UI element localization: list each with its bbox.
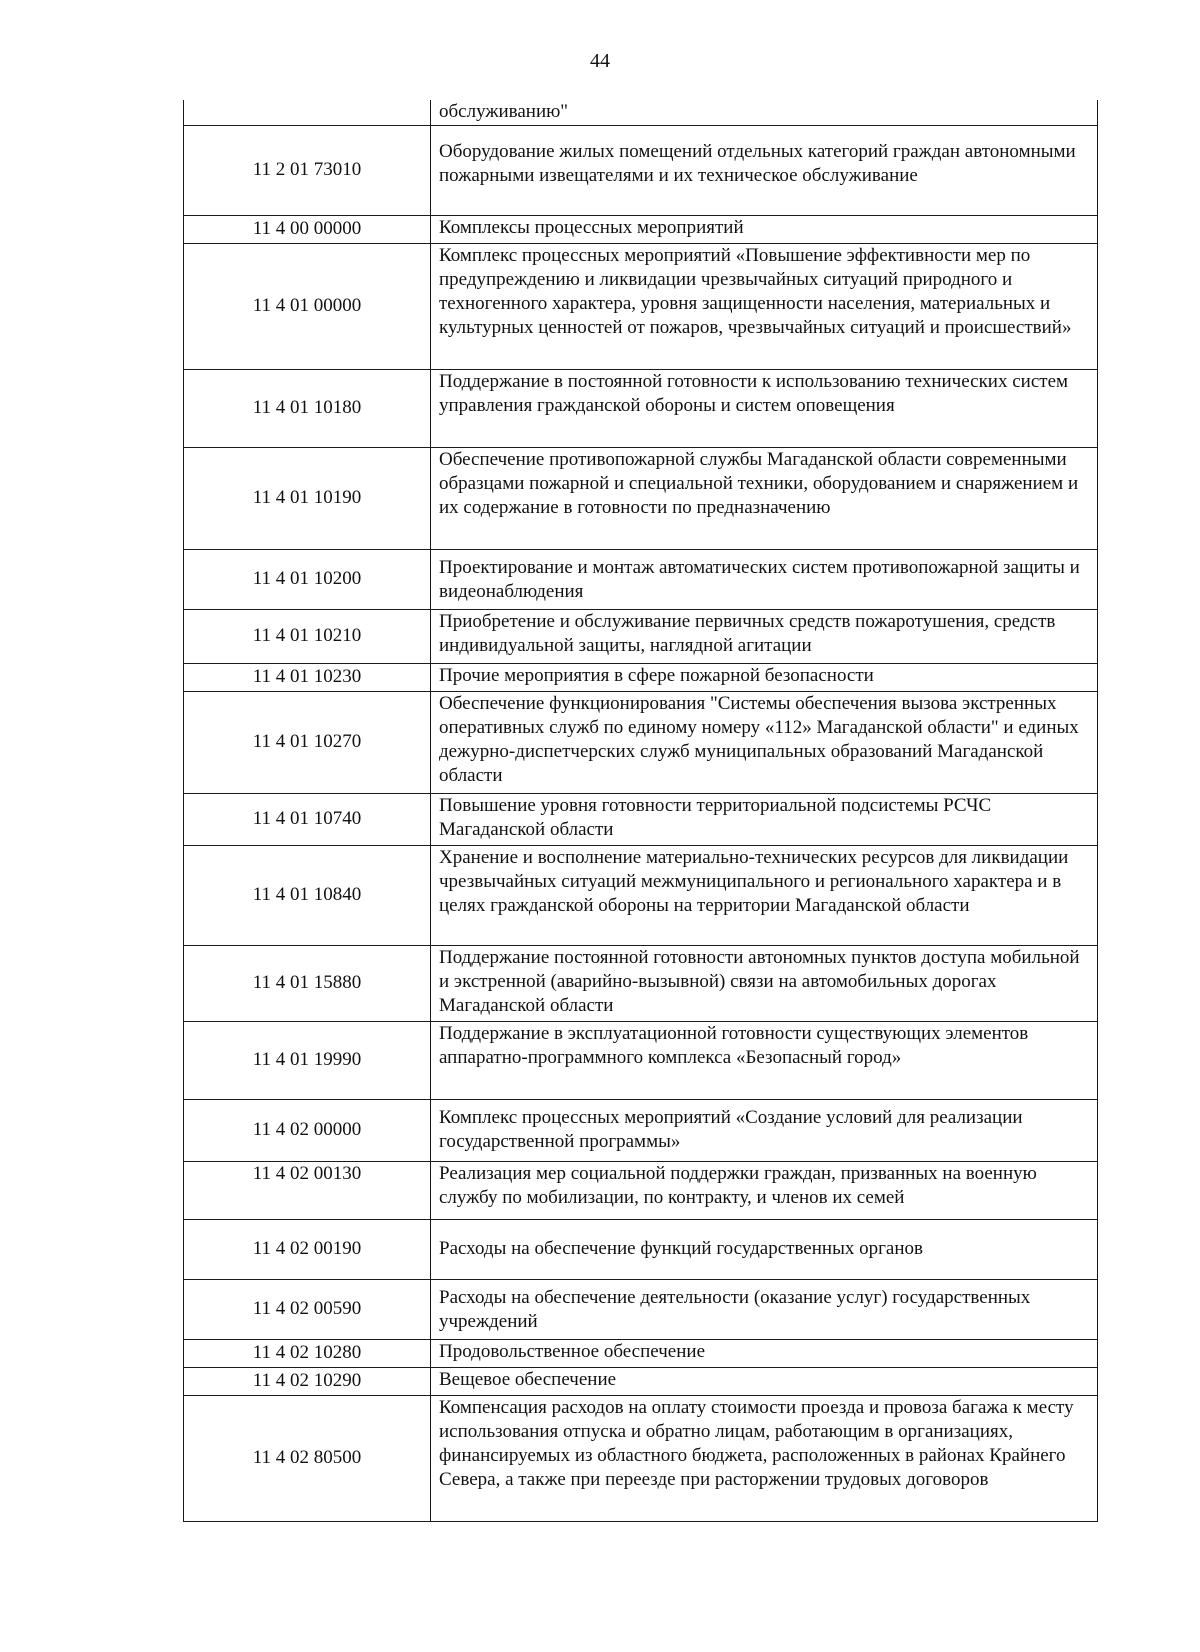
table-row	[184, 549, 1098, 609]
row-description: Расходы на обеспечение функций государственных органов	[431, 1219, 1098, 1279]
row-code: 11 4 02 00000	[184, 1099, 431, 1161]
row-code: 11 4 01 10190	[184, 447, 431, 549]
budget-codes-table	[183, 100, 1098, 1522]
table-row	[184, 1021, 1098, 1099]
row-description: Прочие мероприятия в сфере пожарной безопасности	[431, 663, 1098, 691]
table-row	[184, 793, 1098, 845]
table-row	[184, 1367, 1098, 1395]
row-description: Поддержание в постоянной готовности к использованию технических систем управления гражданской обороны и систем оповещения	[431, 369, 1098, 447]
row-description: Повышение уровня готовности территориальной подсистемы РСЧС Магаданской области	[431, 793, 1098, 845]
row-code: 11 4 01 15880	[184, 945, 431, 1021]
row-code: 11 4 00 00000	[184, 215, 431, 243]
table-row	[184, 1339, 1098, 1367]
table-row	[184, 1219, 1098, 1279]
row-code: 11 4 02 00190	[184, 1219, 431, 1279]
row-code: 11 4 01 10840	[184, 845, 431, 945]
row-code: 11 4 01 10210	[184, 609, 431, 663]
row-description: Комплексы процессных мероприятий	[431, 215, 1098, 243]
table-row	[184, 691, 1098, 793]
row-description: Расходы на обеспечение деятельности (оказание услуг) государственных учреждений	[431, 1279, 1098, 1339]
table-row	[184, 1279, 1098, 1339]
table-row	[184, 609, 1098, 663]
row-code: 11 2 01 73010	[184, 125, 431, 215]
row-code: 11 4 01 19990	[184, 1021, 431, 1099]
row-code: 11 4 01 10230	[184, 663, 431, 691]
row-description: Продовольственное обеспечение	[431, 1339, 1098, 1367]
table-row	[184, 369, 1098, 447]
row-code: 11 4 01 10180	[184, 369, 431, 447]
row-description: Компенсация расходов на оплату стоимости проезда и провоза багажа к месту использования отпуска и обратно лицам, работающим в организациях, финансируемых из областного бюджета, расположенных в районах Крайнего Севера, а также при переезде при расторжении трудовых договоров	[431, 1395, 1098, 1521]
table-row	[184, 100, 1098, 125]
row-code	[184, 100, 431, 125]
table-row	[184, 1099, 1098, 1161]
row-code: 11 4 02 00590	[184, 1279, 431, 1339]
table-row	[184, 243, 1098, 369]
row-description: Хранение и восполнение материально-технических ресурсов для ликвидации чрезвычайных ситуаций межмуниципального и регионального характера и в целях гражданской обороны на территории Магаданской области	[431, 845, 1098, 945]
row-description: Реализация мер социальной поддержки граждан, призванных на военную службу по мобилизации, по контракту, и членов их семей	[431, 1161, 1098, 1219]
row-description: Поддержание постоянной готовности автономных пунктов доступа мобильной и экстренной (аварийно-вызывной) связи на автомобильных дорогах Магаданской области	[431, 945, 1098, 1021]
row-code: 11 4 02 80500	[184, 1395, 431, 1521]
row-code: 11 4 01 10270	[184, 691, 431, 793]
row-code: 11 4 01 00000	[184, 243, 431, 369]
table-row	[184, 845, 1098, 945]
table-row	[184, 663, 1098, 691]
row-description: Вещевое обеспечение	[431, 1367, 1098, 1395]
row-description: Поддержание в эксплуатационной готовности существующих элементов аппаратно-программного комплекса «Безопасный город»	[431, 1021, 1098, 1099]
row-description: Приобретение и обслуживание первичных средств пожаротушения, средств индивидуальной защиты, наглядной агитации	[431, 609, 1098, 663]
row-code: 11 4 01 10200	[184, 549, 431, 609]
row-description: Проектирование и монтаж автоматических систем противопожарной защиты и видеонаблюдения	[431, 549, 1098, 609]
row-description: Комплекс процессных мероприятий «Создание условий для реализации государственной программы»	[431, 1099, 1098, 1161]
row-description: Обеспечение функционирования "Системы обеспечения вызова экстренных оперативных служб по единому номеру «112» Магаданской области" и единых дежурно-диспетчерских служб муниципальных образований Магаданской области	[431, 691, 1098, 793]
row-code: 11 4 01 10740	[184, 793, 431, 845]
row-description: Оборудование жилых помещений отдельных категорий граждан автономными пожарными извещателями и их техническое обслуживание	[431, 125, 1098, 215]
row-description: Обеспечение противопожарной службы Магаданской области современными образцами пожарной и специальной техники, оборудованием и снаряжением и их содержание в готовности по предназначению	[431, 447, 1098, 549]
table-row	[184, 945, 1098, 1021]
table-row	[184, 1395, 1098, 1521]
row-description: обслуживанию"	[431, 100, 1098, 125]
row-code: 11 4 02 10280	[184, 1339, 431, 1367]
row-description: Комплекс процессных мероприятий «Повышение эффективности мер по предупреждению и ликвидации чрезвычайных ситуаций природного и техногенного характера, уровня защищенности населения, материальных и культурных ценностей от пожаров, чрезвычайных ситуаций и происшествий»	[431, 243, 1098, 369]
table-row	[184, 215, 1098, 243]
row-code: 11 4 02 00130	[184, 1161, 431, 1219]
table-row	[184, 125, 1098, 215]
table-row	[184, 447, 1098, 549]
table-row	[184, 1161, 1098, 1219]
page-number: 44	[590, 50, 610, 72]
row-code: 11 4 02 10290	[184, 1367, 431, 1395]
